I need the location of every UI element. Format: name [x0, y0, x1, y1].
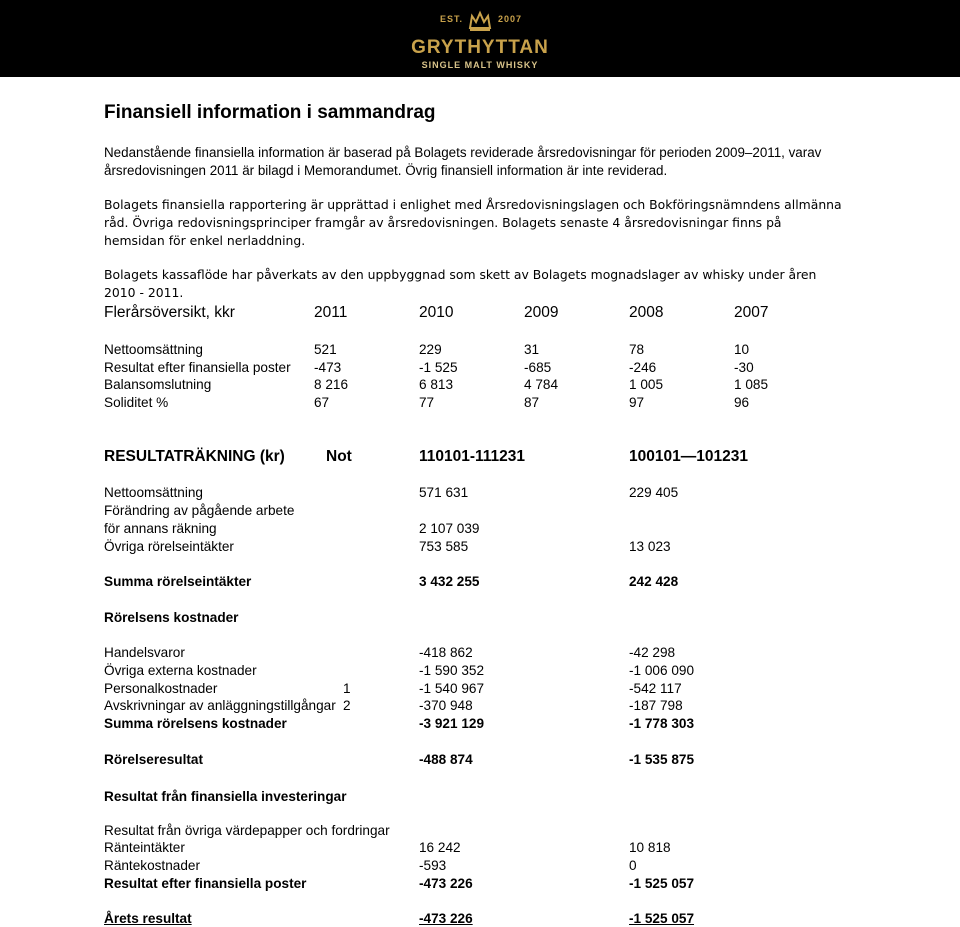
income-row-label: Personalkostnader	[104, 681, 218, 696]
income-row-label: Resultat från övriga värdepapper och fordringar	[104, 823, 390, 838]
overview-cell: 6 813	[419, 377, 454, 392]
overview-row-label: Balansomslutning	[104, 377, 212, 392]
overview-cell: 77	[419, 395, 435, 410]
income-cell: -1 535 875	[629, 752, 695, 767]
reporting-paragraph: Bolagets finansiella rapportering är upprättad i enlighet med Årsredovisningslagen och Bokföringsnämndens allmänna råd. Övriga redovisningsprinciper framgår av årsredovisningen. Bolagets senaste 4 årsredovisningar finns på hemsidan för enkel nerladdning.	[104, 197, 842, 248]
overview-row-label: Nettoomsättning	[104, 342, 203, 357]
overview-cell: 4 784	[524, 377, 559, 392]
income-row-label: Nettoomsättning	[104, 485, 203, 500]
income-row-label: Övriga externa kostnader	[104, 663, 257, 678]
overview-cell: 521	[314, 342, 337, 357]
overview-cell: 10	[734, 342, 750, 357]
grythyttan-logo	[400, 8, 560, 70]
income-note: 1	[343, 681, 351, 696]
intro-paragraph: Nedanstående finansiella information är baserad på Bolagets reviderade årsredovisningar för perioden 2009–2011, varav årsredovisningen 2011 är bilagd i Memorandumet. Övrig finansiell information är inte reviderad.	[104, 145, 822, 178]
income-cell: 571 631	[419, 485, 469, 500]
income-cell: 10 818	[629, 840, 671, 855]
income-cell: -370 948	[419, 698, 473, 713]
income-row-label: Summa rörelseintäkter	[104, 574, 252, 589]
income-row-label: Räntekostnader	[104, 858, 200, 873]
overview-cell: 97	[629, 395, 645, 410]
overview-cell: -246	[629, 360, 657, 375]
overview-year: 2008	[629, 304, 664, 321]
overview-year: 2010	[419, 304, 454, 321]
income-cell: -488 874	[419, 752, 473, 767]
income-period-previous: 100101—101231	[629, 448, 748, 465]
income-cell: -1 525 057	[629, 876, 695, 891]
income-row-label: Avskrivningar av anläggningstillgångar	[104, 698, 336, 713]
overview-cell: 1 085	[734, 377, 769, 392]
page-title: Finansiell information i sammandrag	[104, 102, 436, 123]
income-cell: 0	[629, 858, 637, 873]
overview-cell: 87	[524, 395, 540, 410]
income-cell: -1 525 057	[629, 911, 695, 926]
income-cell: 16 242	[419, 840, 461, 855]
income-cell: -1 540 967	[419, 681, 485, 696]
logo-subtitle: SINGLE MALT WHISKY	[421, 60, 539, 70]
income-cell: -418 862	[419, 645, 473, 660]
overview-title: Flerårsöversikt, kkr	[104, 304, 235, 321]
overview-year: 2007	[734, 304, 769, 321]
crown-icon	[468, 10, 492, 32]
income-cell: 3 432 255	[419, 574, 480, 589]
overview-cell: 8 216	[314, 377, 349, 392]
income-cell: -1 006 090	[629, 663, 695, 678]
overview-cell: 67	[314, 395, 330, 410]
income-cell: -187 798	[629, 698, 683, 713]
income-row-label: för annans räkning	[104, 521, 217, 536]
overview-cell: -1 525	[419, 360, 458, 375]
overview-cell: -685	[524, 360, 552, 375]
income-cell: 229 405	[629, 485, 679, 500]
income-row-label: Resultat efter finansiella poster	[104, 876, 307, 891]
overview-cell: 31	[524, 342, 540, 357]
income-section-heading: Resultat från finansiella investeringar	[104, 789, 347, 804]
income-period-current: 110101-111231	[419, 448, 526, 465]
overview-cell: 96	[734, 395, 750, 410]
income-row-label: Årets resultat	[104, 911, 192, 926]
income-row-label: Övriga rörelseintäkter	[104, 539, 234, 554]
income-cell: 753 585	[419, 539, 469, 554]
income-row-label: Ränteintäkter	[104, 840, 185, 855]
income-cell: 2 107 039	[419, 521, 480, 536]
income-cell: -473 226	[419, 911, 473, 926]
income-section-heading: Rörelsens kostnader	[104, 610, 239, 625]
income-cell: 13 023	[629, 539, 671, 554]
income-cell: -542 117	[629, 681, 682, 696]
overview-cell: -473	[314, 360, 342, 375]
income-cell: -3 921 129	[419, 716, 485, 731]
cashflow-paragraph: Bolagets kassaflöde har påverkats av den uppbyggnad som skett av Bolagets mognadslager av whisky under åren 2010 - 2011.	[104, 267, 817, 300]
overview-cell: 229	[419, 342, 442, 357]
income-cell: -593	[419, 858, 447, 873]
income-cell: 242 428	[629, 574, 679, 589]
overview-year: 2009	[524, 304, 559, 321]
income-row-label: Handelsvaror	[104, 645, 185, 660]
logo-est: EST.	[440, 14, 464, 24]
overview-cell: -30	[734, 360, 754, 375]
income-row-label: Förändring av pågående arbete	[104, 503, 295, 518]
income-row-label: Rörelseresultat	[104, 752, 203, 767]
overview-cell: 1 005	[629, 377, 664, 392]
overview-cell: 78	[629, 342, 645, 357]
overview-row-label: Resultat efter finansiella poster	[104, 360, 291, 375]
income-cell: -42 298	[629, 645, 676, 660]
logo-year: 2007	[498, 14, 523, 24]
income-note: 2	[343, 698, 351, 713]
logo-brand: GRYTHYTTAN	[411, 37, 549, 58]
income-note-header: Not	[326, 448, 352, 465]
header-banner	[0, 0, 960, 77]
income-row-label: Summa rörelsens kostnader	[104, 716, 287, 731]
overview-year: 2011	[314, 304, 348, 321]
income-cell: -473 226	[419, 876, 473, 891]
income-cell: -1 778 303	[629, 716, 695, 731]
income-title: RESULTATRÄKNING (kr)	[104, 448, 285, 465]
income-cell: -1 590 352	[419, 663, 485, 678]
overview-row-label: Soliditet %	[104, 395, 169, 410]
